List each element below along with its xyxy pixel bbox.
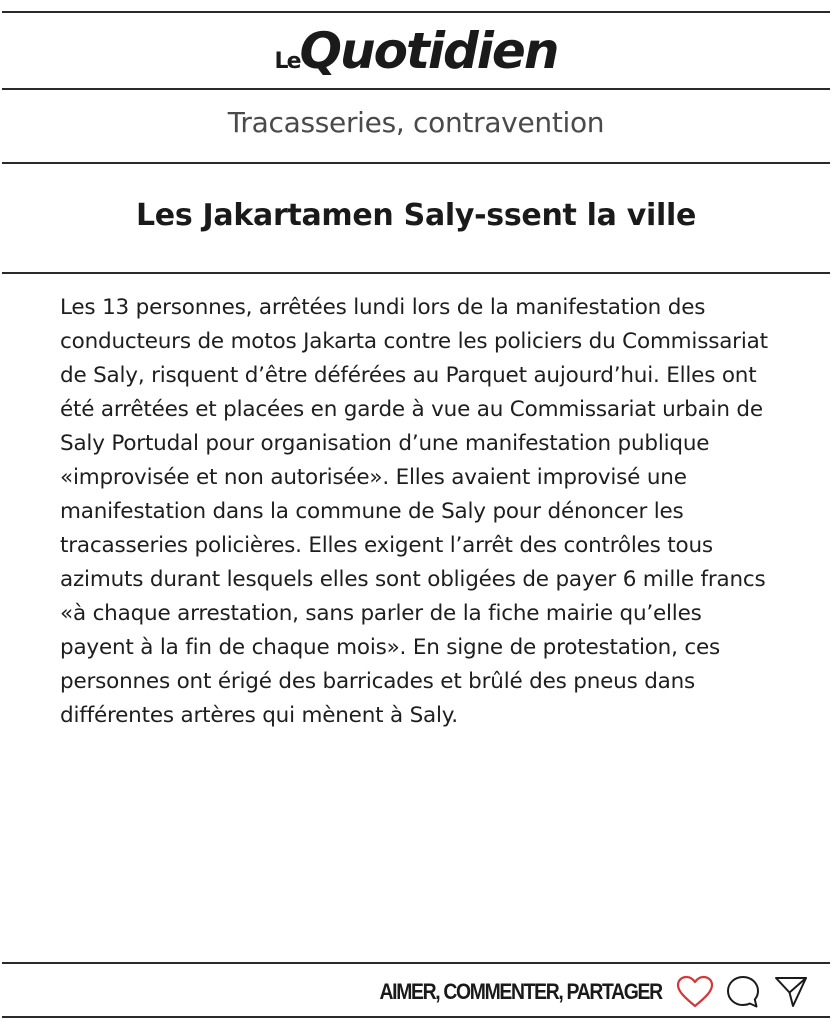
headline-rule xyxy=(2,272,830,274)
masthead-rule xyxy=(2,88,830,90)
section-title: Tracasseries, contravention xyxy=(227,106,605,139)
social-actions-bar xyxy=(341,970,810,1014)
footer-rule-bottom xyxy=(2,1016,830,1018)
footer-rule-top xyxy=(2,962,830,964)
heart-icon[interactable] xyxy=(676,973,714,1011)
top-rule xyxy=(2,11,830,13)
share-icon[interactable] xyxy=(772,973,810,1011)
section-rule xyxy=(2,162,830,164)
logo-name: Quotidien xyxy=(299,22,558,80)
article-body: Les 13 personnes, arrêtées lundi lors de la manifestation des conducteurs de motos Jakarta contre les policiers du Commissariat de Saly, risquent d’être déférées au Parquet aujourd’hui. Elles ont été arrêtées et placées en garde à vue au Commissariat urbain de Saly Portudal pour organisation d’une manifestation publique «improvisée et non autorisée». Elles avaient improvisé une manifestation dans la commune de Saly pour dénoncer les tracasseries policières. Elles exigent l’arrêt des contrôles tous azimuts durant lesquels elles sont obligées de payer 6 mille francs «à chaque arrestation, sans parler de la fiche mairie qu’elles payent à la fin de chaque mois». En signe de protestation, ces personnes ont érigé des barricades et brûlé des pneus dans différentes artères qui mènent à Saly. xyxy=(60,295,768,728)
social-cta-label: AIMER, COMMENTER, PARTAGER xyxy=(379,979,662,1004)
masthead-logo xyxy=(0,22,832,80)
comment-icon[interactable] xyxy=(724,973,762,1011)
logo-prefix: Le xyxy=(274,49,300,74)
article-headline: Les Jakartamen Saly-ssent la ville xyxy=(135,198,697,233)
